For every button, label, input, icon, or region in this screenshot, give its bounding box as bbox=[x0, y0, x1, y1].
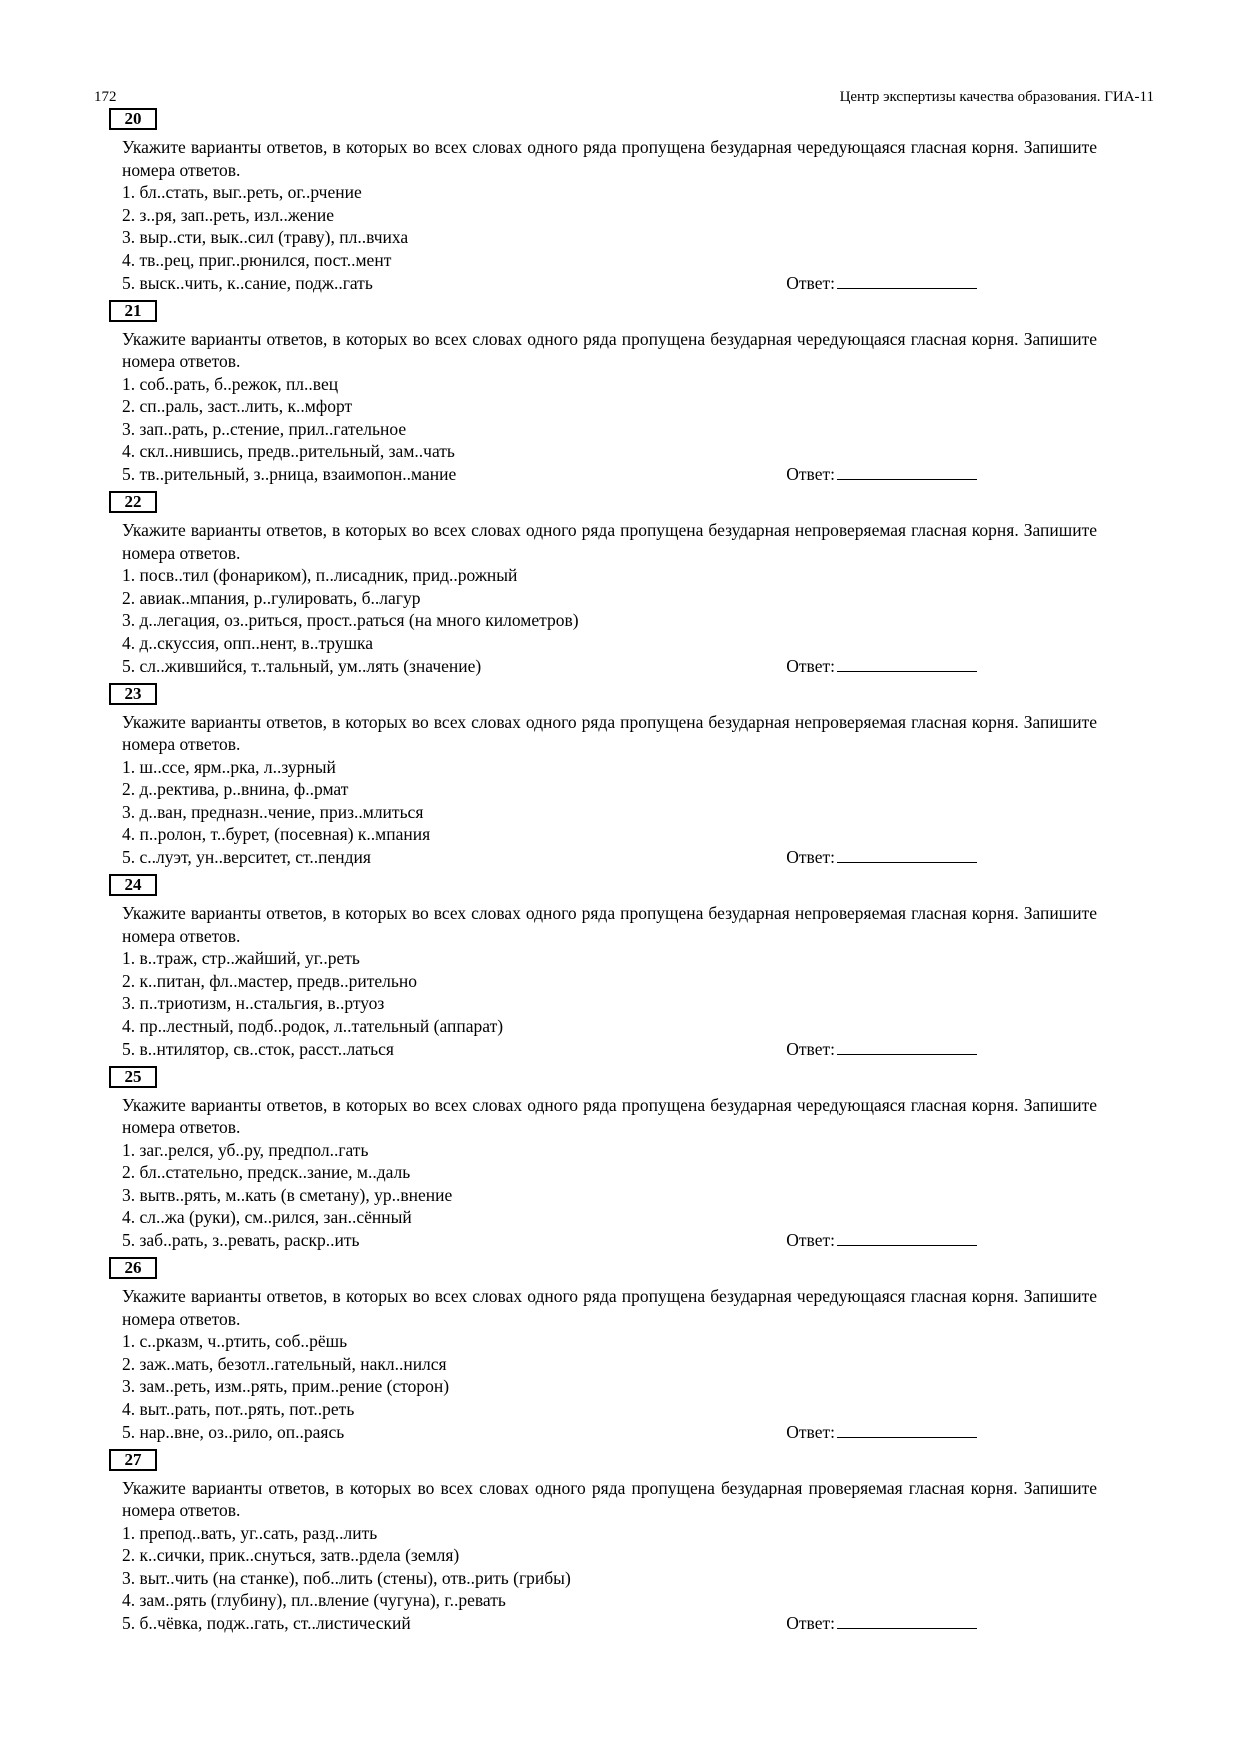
question-text: Укажите варианты ответов, в которых во всех словах одного ряда пропущена безударная проверяемая гласная корня. Запишите номера ответов. bbox=[122, 1477, 1097, 1521]
answer-label: Ответ: bbox=[786, 1230, 835, 1251]
option-5: 5. сл..жившийся, т..тальный, ум..лять (значение) bbox=[122, 655, 482, 676]
task-number: 21 bbox=[109, 300, 157, 322]
option-5: 5. заб..рать, з..ревать, раскр..ить bbox=[122, 1230, 360, 1251]
option-2: 2. з..ря, зап..реть, изл..жение bbox=[122, 204, 335, 225]
question-text: Укажите варианты ответов, в которых во всех словах одного ряда пропущена безударная чередующаяся гласная корня. Запишите номера ответов. bbox=[122, 1094, 1097, 1138]
task-body bbox=[122, 711, 1097, 869]
option-1: 1. ш..ссе, ярм..рка, л..зурный bbox=[122, 756, 336, 777]
option-4: 4. пр..лестный, подб..родок, л..тательный (аппарат) bbox=[122, 1015, 504, 1036]
answer-line[interactable] bbox=[837, 1612, 977, 1629]
option-4: 4. тв..рец, приг..рюнился, пост..мент bbox=[122, 249, 392, 270]
question-text: Укажите варианты ответов, в которых во всех словах одного ряда пропущена безударная непроверяемая гласная корня. Запишите номера ответов. bbox=[122, 903, 1097, 946]
page-number: 172 bbox=[94, 89, 117, 105]
option-1: 1. препод..вать, уг..сать, разд..лить bbox=[122, 1522, 378, 1543]
option-1: 1. с..ркaзм, ч..ртить, соб..рёшь bbox=[122, 1331, 348, 1352]
option-3: 3. п..триотизм, н..стальгия, в..ртуоз bbox=[122, 993, 385, 1014]
task-21 bbox=[109, 300, 1109, 492]
option-2: 2. бл..стательно, предск..зание, м..даль bbox=[122, 1162, 411, 1183]
answer-line[interactable] bbox=[837, 846, 977, 863]
option-2: 2. д..ректива, р..внина, ф..рмат bbox=[122, 779, 349, 800]
task-number: 23 bbox=[109, 683, 157, 705]
option-5: 5. б..чёвка, подж..гать, ст..листический bbox=[122, 1613, 411, 1634]
task-body bbox=[122, 136, 1097, 294]
answer-field[interactable] bbox=[786, 655, 977, 678]
task-number: 24 bbox=[109, 874, 157, 896]
option-1: 1. в..траж, стр..жайший, уг..реть bbox=[122, 948, 360, 969]
answer-field[interactable] bbox=[786, 846, 977, 869]
option-3: 3. выр..сти, вык..сил (траву), пл..вчиха bbox=[122, 227, 409, 248]
option-4: 4. зам..рять (глубину), пл..вление (чугуна), г..ревать bbox=[122, 1590, 506, 1611]
option-5: 5. нар..вне, оз..рило, оп..раясь bbox=[122, 1421, 345, 1442]
option-3: 3. выт..чить (на станке), поб..лить (стены), отв..рить (грибы) bbox=[122, 1567, 571, 1588]
answer-field[interactable] bbox=[786, 1612, 977, 1635]
task-23 bbox=[109, 683, 1109, 875]
option-5: 5. выск..чить, к..сание, подж..гать bbox=[122, 272, 373, 293]
task-20 bbox=[109, 108, 1109, 300]
option-4: 4. скл..нившись, предв..рительный, зам..чать bbox=[122, 441, 455, 462]
answer-label: Ответ: bbox=[786, 464, 835, 485]
task-27 bbox=[109, 1449, 1109, 1641]
question-text: Укажите варианты ответов, в которых во всех словах одного ряда пропущена безударная непроверяемая гласная корня. Запишите номера ответов. bbox=[122, 520, 1097, 563]
answer-line[interactable] bbox=[837, 655, 977, 672]
header-title: Центр экспертизы качества образования. ГИА-11 bbox=[839, 89, 1154, 105]
option-2: 2. к..сички, прик..снуться, затв..рдела (земля) bbox=[122, 1545, 460, 1566]
task-number: 22 bbox=[109, 491, 157, 513]
answer-line[interactable] bbox=[837, 463, 977, 480]
task-number: 25 bbox=[109, 1066, 157, 1088]
question-text: Укажите варианты ответов, в которых во всех словах одного ряда пропущена безударная чередующаяся гласная корня. Запишите номера ответов. bbox=[122, 1286, 1097, 1329]
answer-label: Ответ: bbox=[786, 1038, 835, 1059]
answer-label: Ответ: bbox=[786, 655, 835, 676]
task-body bbox=[122, 902, 1097, 1060]
task-body bbox=[122, 1285, 1097, 1443]
answer-label: Ответ: bbox=[786, 272, 835, 293]
answer-field[interactable] bbox=[786, 1421, 977, 1444]
answer-field[interactable] bbox=[786, 1038, 977, 1061]
option-3: 3. зап..рать, р..стение, прил..гательное bbox=[122, 418, 407, 439]
option-3: 3. д..ван, предназн..чение, приз..млиться bbox=[122, 801, 424, 822]
task-22 bbox=[109, 491, 1109, 683]
option-5: 5. в..нтилятор, св..сток, расст..латься bbox=[122, 1038, 394, 1059]
option-4: 4. п..ролон, т..бурет, (посевная) к..мпания bbox=[122, 824, 431, 845]
task-list bbox=[109, 108, 1109, 1640]
task-number: 20 bbox=[109, 108, 157, 130]
option-2: 2. к..питан, фл..мастер, предв..рительно bbox=[122, 970, 417, 991]
task-number: 26 bbox=[109, 1257, 157, 1279]
task-26 bbox=[109, 1257, 1109, 1449]
answer-line[interactable] bbox=[837, 1038, 977, 1055]
task-25 bbox=[109, 1066, 1109, 1258]
option-2: 2. сп..раль, заст..лить, к..мфорт bbox=[122, 396, 353, 417]
option-5: 5. тв..рительный, з..рница, взаимопон..мание bbox=[122, 464, 457, 485]
option-1: 1. заг..релся, уб..ру, предпол..гать bbox=[122, 1139, 369, 1160]
task-24 bbox=[109, 874, 1109, 1066]
task-body bbox=[122, 519, 1097, 677]
option-4: 4. сл..жа (руки), см..рился, зан..сённый bbox=[122, 1207, 412, 1228]
option-3: 3. вытв..рять, м..кать (в сметану), ур..внение bbox=[122, 1184, 453, 1205]
option-1: 1. бл..стать, выг..реть, ог..рчение bbox=[122, 182, 362, 203]
answer-line[interactable] bbox=[837, 1229, 977, 1246]
task-body bbox=[122, 1094, 1097, 1252]
task-body bbox=[122, 1477, 1097, 1635]
answer-line[interactable] bbox=[837, 1421, 977, 1438]
option-3: 3. д..легация, оз..риться, прост..раться (на много километров) bbox=[122, 610, 579, 631]
answer-field[interactable] bbox=[786, 272, 977, 295]
answer-label: Ответ: bbox=[786, 1421, 835, 1442]
task-number: 27 bbox=[109, 1449, 157, 1471]
option-2: 2. заж..мать, безотл..гательный, накл..нился bbox=[122, 1353, 447, 1374]
option-2: 2. авиак..мпания, р..гулировать, б..лагур bbox=[122, 587, 421, 608]
option-1: 1. соб..рать, б..режок, пл..вец bbox=[122, 373, 339, 394]
option-3: 3. зам..реть, изм..рять, прим..рение (сторон) bbox=[122, 1376, 450, 1397]
question-text: Укажите варианты ответов, в которых во всех словах одного ряда пропущена безударная непроверяемая гласная корня. Запишите номера ответов. bbox=[122, 711, 1097, 755]
option-5: 5. с..луэт, ун..верситет, ст..пендия bbox=[122, 847, 371, 868]
option-4: 4. д..скуссия, опп..нент, в..трушка bbox=[122, 632, 374, 653]
option-4: 4. выт..рать, пот..рять, пот..реть bbox=[122, 1398, 355, 1419]
answer-field[interactable] bbox=[786, 463, 977, 486]
answer-label: Ответ: bbox=[786, 847, 835, 868]
question-text: Укажите варианты ответов, в которых во всех словах одного ряда пропущена безударная чередующаяся гласная корня. Запишите номера ответов. bbox=[122, 137, 1097, 180]
answer-field[interactable] bbox=[786, 1229, 977, 1252]
answer-label: Ответ: bbox=[786, 1613, 835, 1634]
page-header bbox=[94, 88, 1154, 106]
task-body bbox=[122, 328, 1097, 486]
question-text: Укажите варианты ответов, в которых во всех словах одного ряда пропущена безударная чередующаяся гласная корня. Запишите номера ответов. bbox=[122, 328, 1097, 372]
option-1: 1. посв..тил (фонариком), п..лисадник, прид..рожный bbox=[122, 565, 518, 586]
answer-line[interactable] bbox=[837, 272, 977, 289]
